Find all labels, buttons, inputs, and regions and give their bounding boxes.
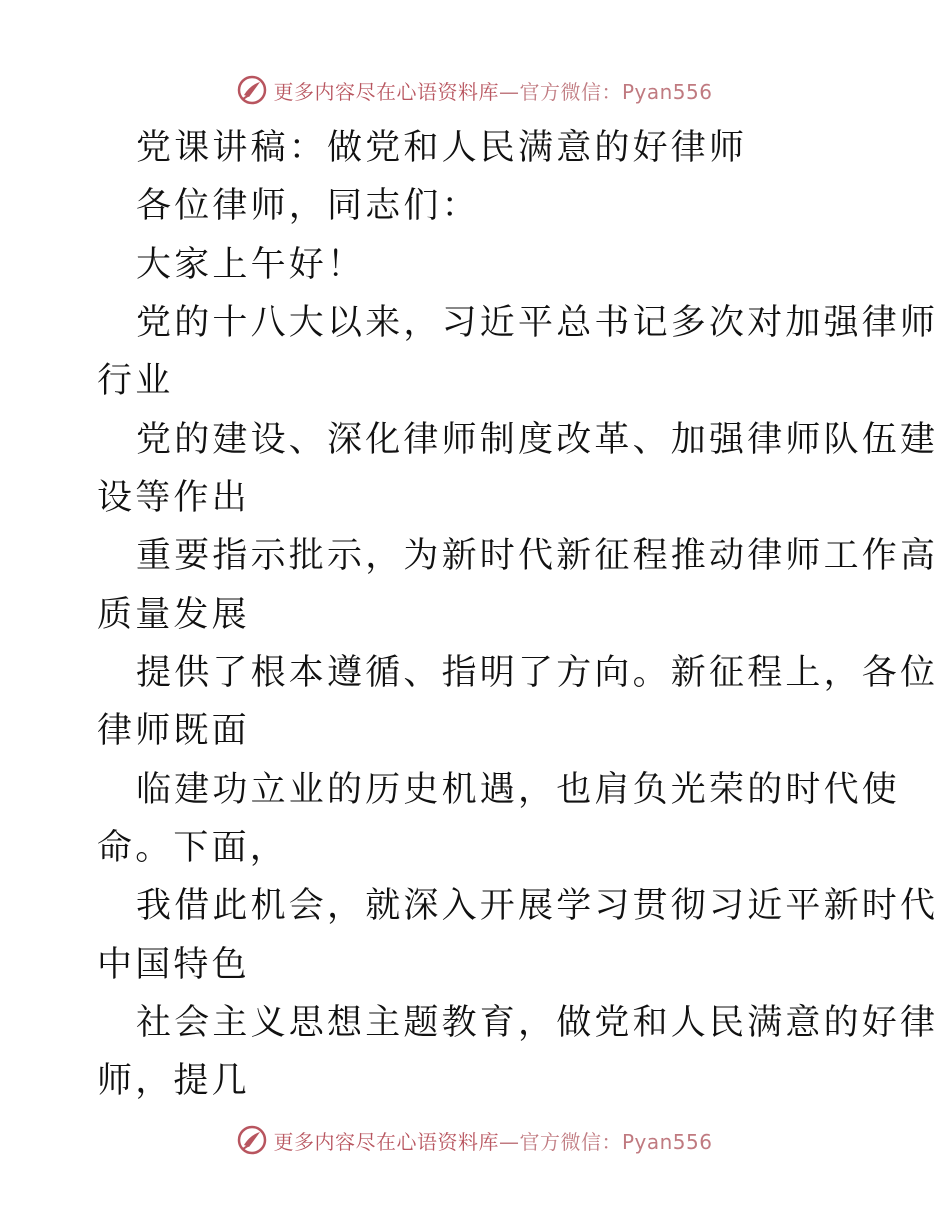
paragraph-line: 设等作出 xyxy=(97,478,250,518)
watermark-text: 更多内容尽在心语资料库—官方微信：Pyan556 xyxy=(273,1129,713,1154)
paragraph-line: 行业 xyxy=(97,361,174,401)
paragraph-line: 律师既面 xyxy=(97,711,250,751)
paragraph-line: 重要指示批示，为新时代新征程推动律师工作高 xyxy=(136,536,939,576)
document-title: 党课讲稿：做党和人民满意的好律师 xyxy=(136,128,748,168)
paragraph-line: 党的建设、深化律师制度改革、加强律师队伍建 xyxy=(136,420,939,460)
paragraph-line: 提供了根本遵循、指明了方向。新征程上，各位 xyxy=(136,653,939,693)
pen-logo-icon xyxy=(237,75,267,105)
pen-logo-icon xyxy=(237,1125,267,1155)
footer-watermark xyxy=(0,1120,950,1160)
paragraph-line: 社会主义思想主题教育，做党和人民满意的好律 xyxy=(136,1003,939,1043)
paragraph-line: 临建功立业的历史机遇，也肩负光荣的时代使 xyxy=(136,770,901,810)
watermark-text: 更多内容尽在心语资料库—官方微信：Pyan556 xyxy=(273,79,713,104)
paragraph-line: 我借此机会，就深入开展学习贯彻习近平新时代 xyxy=(136,886,939,926)
header-watermark xyxy=(0,70,950,110)
paragraph-line: 党的十八大以来，习近平总书记多次对加强律师 xyxy=(136,303,939,343)
greeting: 大家上午好！ xyxy=(136,245,366,285)
paragraph-line: 命。下面， xyxy=(97,828,289,868)
paragraph-line: 师，提几 xyxy=(97,1061,250,1101)
paragraph-line: 质量发展 xyxy=(97,595,250,635)
paragraph-line: 中国特色 xyxy=(97,945,250,985)
salutation: 各位律师，同志们： xyxy=(136,186,480,226)
